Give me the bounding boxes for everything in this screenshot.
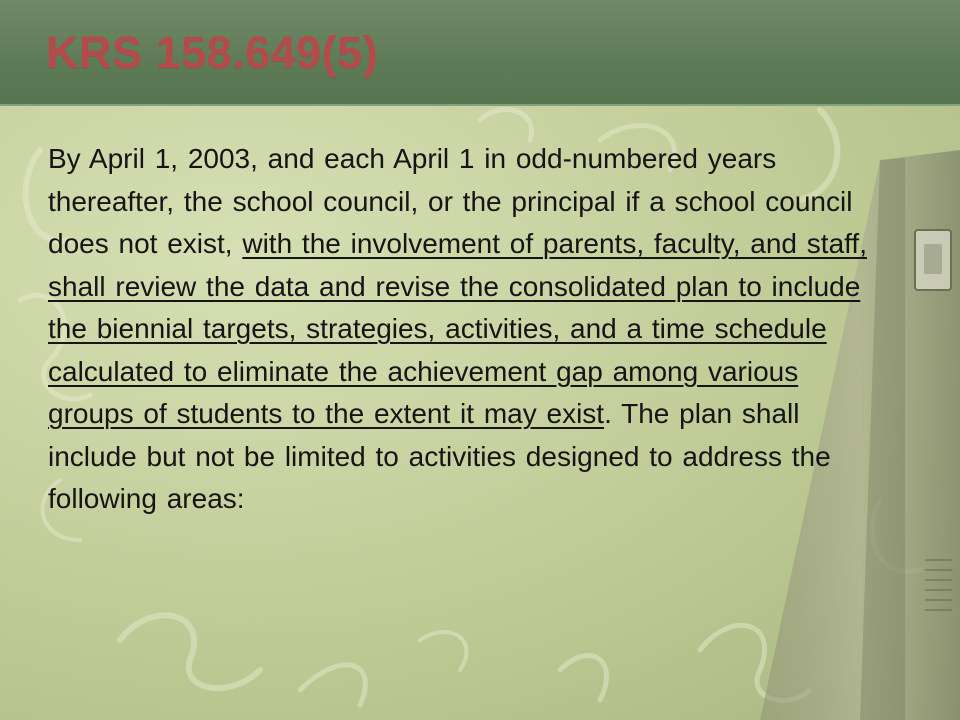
slide-title: KRS 158.649(5) (46, 27, 379, 78)
body-tail-text: . The plan shall include but not be limited to activities designed to address the following areas: (48, 398, 831, 514)
body-lead-text: By April 1, 2003, and each April 1 in odd-numbered years thereafter, the school council, or the principal if a school council does not exist, (48, 143, 853, 259)
body-paragraph (48, 138, 878, 521)
title-bar (0, 0, 960, 106)
body-underlined-text: with the involvement of parents, faculty, and staff, shall review the data and revise the consolidated plan to include the biennial targets, strategies, activities, and a time schedule calculated to eliminate the achievement gap among various groups of students to the extent it may exist (48, 228, 867, 429)
